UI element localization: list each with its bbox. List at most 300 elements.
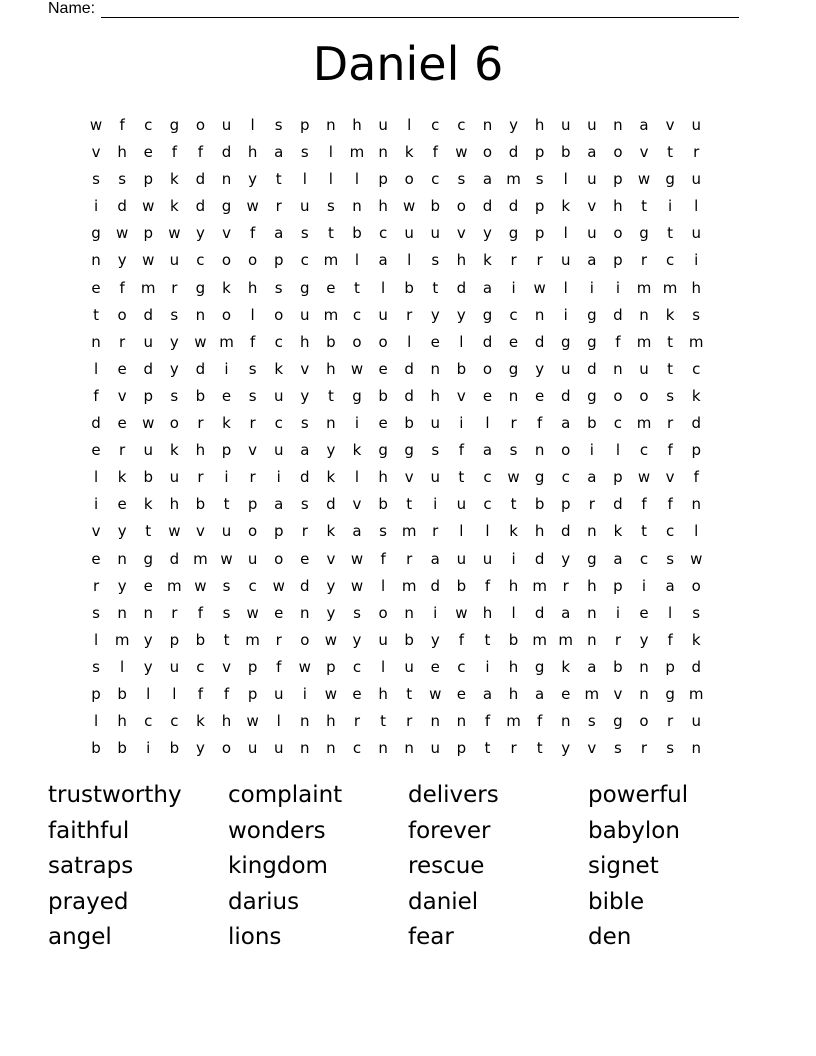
grid-letter[interactable]: o [274,549,284,568]
grid-letter[interactable]: w [637,170,651,189]
grid-letter[interactable]: u [143,332,153,351]
grid-letter[interactable]: k [326,522,336,541]
grid-letter[interactable]: s [300,495,309,514]
grid-letter[interactable]: b [613,657,623,676]
grid-letter[interactable]: c [639,441,649,460]
grid-letter[interactable]: p [560,495,571,514]
grid-letter[interactable]: k [561,657,571,676]
grid-letter[interactable]: e [378,414,388,433]
grid-letter[interactable]: y [456,305,466,324]
grid-letter[interactable]: c [483,495,492,514]
grid-letter[interactable]: o [639,712,649,731]
grid-letter[interactable]: v [248,441,258,460]
grid-letter[interactable]: y [509,116,518,134]
grid-letter[interactable]: t [223,495,230,514]
grid-letter[interactable]: t [93,305,99,324]
grid-letter[interactable]: r [510,739,517,758]
grid-letter[interactable]: n [91,251,101,270]
grid-letter[interactable]: e [535,386,545,405]
grid-letter[interactable]: b [352,224,362,243]
grid-letter[interactable]: l [615,441,620,460]
grid-letter[interactable]: u [273,684,284,703]
grid-letter[interactable]: e [456,684,466,703]
grid-letter[interactable]: c [274,414,283,433]
grid-letter[interactable]: v [91,143,101,162]
grid-letter[interactable]: y [169,359,179,378]
grid-letter[interactable]: g [169,116,180,134]
grid-letter[interactable]: m [167,576,182,595]
grid-letter[interactable]: c [613,414,623,433]
grid-letter[interactable]: c [692,359,701,378]
grid-letter[interactable]: i [93,197,99,216]
grid-letter[interactable]: s [431,441,440,460]
grid-letter[interactable]: c [483,468,492,487]
grid-letter[interactable]: o [613,386,623,405]
grid-letter[interactable]: l [93,468,99,487]
grid-letter[interactable]: k [169,197,179,216]
grid-letter[interactable]: w [350,359,364,378]
grid-letter[interactable]: n [508,386,519,405]
grid-letter[interactable]: r [614,630,621,649]
grid-letter[interactable]: k [404,143,414,162]
grid-letter[interactable]: t [380,712,387,731]
grid-letter[interactable]: c [300,251,309,270]
grid-letter[interactable]: w [168,522,181,541]
grid-letter[interactable]: u [169,657,180,676]
grid-letter[interactable]: v [326,549,336,568]
grid-letter[interactable]: b [117,684,127,703]
grid-letter[interactable]: u [587,224,597,243]
grid-letter[interactable]: p [665,657,675,676]
grid-letter[interactable]: h [117,143,127,162]
grid-letter[interactable]: r [510,251,517,270]
grid-letter[interactable]: g [300,278,310,297]
grid-letter[interactable]: f [667,441,673,460]
grid-letter[interactable]: g [221,197,232,216]
grid-letter[interactable]: y [430,305,440,324]
grid-letter[interactable]: n [300,712,310,731]
grid-letter[interactable]: f [197,143,204,162]
grid-letter[interactable]: v [587,197,597,216]
grid-letter[interactable]: p [247,684,258,703]
grid-letter[interactable]: r [301,522,308,541]
grid-letter[interactable]: y [169,332,179,351]
grid-letter[interactable]: h [247,278,258,297]
grid-letter[interactable]: s [170,305,179,324]
grid-letter[interactable]: o [274,305,284,324]
grid-letter[interactable]: s [300,224,309,243]
grid-letter[interactable]: s [300,414,309,433]
grid-letter[interactable]: g [508,224,519,243]
grid-letter[interactable]: y [326,441,336,460]
grid-letter[interactable]: o [456,197,466,216]
grid-letter[interactable]: n [143,603,153,622]
grid-letter[interactable]: r [353,712,361,731]
grid-letter[interactable]: w [507,468,520,487]
grid-letter[interactable]: s [379,522,387,541]
grid-letter[interactable]: d [691,657,701,676]
grid-letter[interactable]: u [143,441,153,460]
grid-letter[interactable]: r [171,278,178,297]
grid-letter[interactable]: l [93,359,99,378]
grid-letter[interactable]: a [561,414,571,433]
grid-letter[interactable]: p [273,251,284,270]
grid-letter[interactable]: r [249,414,256,433]
grid-letter[interactable]: o [691,576,701,595]
grid-letter[interactable]: e [326,278,336,297]
grid-letter[interactable]: h [117,712,127,731]
grid-letter[interactable]: f [197,684,204,703]
grid-letter[interactable]: m [584,684,600,703]
grid-letter[interactable]: t [275,170,282,189]
grid-letter[interactable]: n [587,522,597,541]
grid-letter[interactable]: w [246,712,259,731]
grid-letter[interactable]: u [300,305,310,324]
grid-letter[interactable]: w [246,603,259,622]
grid-letter[interactable]: m [401,576,417,595]
grid-letter[interactable]: g [508,359,519,378]
grid-letter[interactable]: e [143,143,153,162]
grid-letter[interactable]: c [509,305,518,324]
grid-letter[interactable]: l [172,684,177,703]
grid-letter[interactable]: o [352,332,362,351]
grid-letter[interactable]: d [221,143,232,162]
grid-letter[interactable]: y [639,630,649,649]
grid-letter[interactable]: e [143,576,153,595]
grid-letter[interactable]: c [431,170,440,189]
grid-letter[interactable]: l [354,170,360,189]
grid-letter[interactable]: e [352,684,362,703]
grid-letter[interactable]: w [690,549,703,568]
grid-letter[interactable]: i [433,495,438,514]
grid-letter[interactable]: b [378,386,388,405]
grid-letter[interactable]: l [380,278,386,297]
grid-letter[interactable]: l [328,143,333,162]
grid-letter[interactable]: o [221,739,232,758]
grid-letter[interactable]: n [326,414,336,433]
grid-letter[interactable]: u [247,549,258,568]
grid-letter[interactable]: v [587,739,597,758]
grid-letter[interactable]: r [119,332,126,351]
grid-letter[interactable]: g [534,657,545,676]
grid-letter[interactable]: v [665,116,675,134]
grid-letter[interactable]: o [248,251,258,270]
grid-letter[interactable]: g [587,549,597,568]
grid-letter[interactable]: w [272,576,285,595]
grid-letter[interactable]: c [170,712,179,731]
grid-letter[interactable]: g [352,386,362,405]
grid-letter[interactable]: o [639,386,649,405]
grid-letter[interactable]: u [482,549,493,568]
grid-letter[interactable]: p [378,170,388,189]
grid-letter[interactable]: b [560,143,571,162]
grid-letter[interactable]: y [117,251,127,270]
grid-letter[interactable]: r [536,251,543,270]
grid-letter[interactable]: b [508,630,519,649]
grid-letter[interactable]: t [406,495,413,514]
grid-letter[interactable]: v [613,684,623,703]
grid-letter[interactable]: o [195,116,206,134]
grid-letter[interactable]: h [326,359,336,378]
grid-letter[interactable]: f [249,332,256,351]
grid-letter[interactable]: f [119,116,125,134]
grid-letter[interactable]: v [91,522,101,541]
grid-letter[interactable]: k [691,386,701,405]
grid-letter[interactable]: d [430,576,441,595]
grid-letter[interactable]: a [587,143,597,162]
grid-letter[interactable]: t [536,739,543,758]
grid-letter[interactable]: o [561,441,571,460]
grid-letter[interactable]: n [300,603,310,622]
grid-letter[interactable]: k [352,441,362,460]
grid-letter[interactable]: h [221,712,232,731]
grid-letter[interactable]: m [193,549,208,568]
grid-letter[interactable]: l [276,712,281,731]
grid-letter[interactable]: h [169,495,180,514]
grid-letter[interactable]: g [587,305,597,324]
grid-letter[interactable]: d [560,386,571,405]
grid-letter[interactable]: f [667,630,673,649]
grid-letter[interactable]: e [91,441,101,460]
grid-letter[interactable]: e [117,495,127,514]
grid-letter[interactable]: h [378,197,388,216]
grid-letter[interactable]: g [665,170,675,189]
grid-letter[interactable]: u [221,522,232,541]
grid-letter[interactable]: l [485,522,490,541]
grid-letter[interactable]: c [144,712,153,731]
grid-letter[interactable]: n [534,305,545,324]
grid-letter[interactable]: u [378,630,388,649]
grid-letter[interactable]: h [508,684,519,703]
grid-letter[interactable]: o [169,414,179,433]
grid-letter[interactable]: r [510,414,517,433]
grid-letter[interactable]: b [404,414,414,433]
grid-letter[interactable]: p [534,143,545,162]
grid-letter[interactable]: c [639,549,649,568]
grid-letter[interactable]: l [407,116,412,134]
grid-letter[interactable]: n [430,359,441,378]
grid-letter[interactable]: c [561,468,570,487]
grid-letter[interactable]: n [404,603,414,622]
grid-letter[interactable]: w [246,197,259,216]
grid-letter[interactable]: r [197,468,204,487]
grid-letter[interactable]: a [639,116,649,134]
grid-letter[interactable]: u [247,739,258,758]
grid-letter[interactable]: o [221,305,232,324]
grid-letter[interactable]: t [641,197,647,216]
grid-letter[interactable]: r [92,576,100,595]
grid-letter[interactable]: a [482,170,493,189]
grid-letter[interactable]: h [430,386,441,405]
grid-letter[interactable]: n [378,739,388,758]
grid-letter[interactable]: k [143,495,153,514]
grid-letter[interactable]: v [456,224,466,243]
grid-letter[interactable]: r [667,414,674,433]
grid-letter[interactable]: l [354,468,360,487]
grid-letter[interactable]: s [170,386,179,405]
grid-letter[interactable]: h [587,576,597,595]
grid-letter[interactable]: w [637,468,651,487]
grid-letter[interactable]: d [456,278,467,297]
grid-letter[interactable]: a [378,251,388,270]
grid-letter[interactable]: i [485,657,490,676]
grid-letter[interactable]: l [485,414,490,433]
grid-letter[interactable]: v [117,386,127,405]
grid-letter[interactable]: m [349,143,365,162]
grid-letter[interactable]: v [222,224,231,243]
grid-letter[interactable]: u [456,495,467,514]
grid-letter[interactable]: u [430,414,441,433]
grid-letter[interactable]: f [380,549,386,568]
grid-letter[interactable]: s [509,441,518,460]
grid-letter[interactable]: l [694,522,699,541]
grid-letter[interactable]: i [589,278,594,297]
grid-letter[interactable]: a [274,495,284,514]
grid-letter[interactable]: i [433,603,438,622]
grid-letter[interactable]: a [430,549,440,568]
grid-letter[interactable]: v [222,657,231,676]
grid-letter[interactable]: l [93,630,99,649]
grid-letter[interactable]: l [407,332,412,351]
grid-letter[interactable]: i [276,468,281,487]
grid-letter[interactable]: i [694,251,699,270]
grid-letter[interactable]: i [354,414,360,433]
grid-letter[interactable]: t [406,684,413,703]
grid-letter[interactable]: n [456,712,467,731]
grid-letter[interactable]: u [691,170,701,189]
grid-letter[interactable]: y [326,576,336,595]
grid-letter[interactable]: o [613,143,623,162]
grid-letter[interactable]: p [300,116,310,134]
grid-letter[interactable]: c [274,332,283,351]
grid-letter[interactable]: m [323,251,339,270]
grid-letter[interactable]: u [691,116,701,134]
grid-letter[interactable]: n [560,712,571,731]
grid-letter[interactable]: t [667,143,674,162]
grid-letter[interactable]: w [324,630,338,649]
grid-letter[interactable]: h [326,712,336,731]
grid-letter[interactable]: c [431,116,440,134]
grid-letter[interactable]: d [534,332,545,351]
grid-letter[interactable]: u [560,251,571,270]
grid-letter[interactable]: f [119,278,125,297]
grid-letter[interactable]: s [692,305,701,324]
grid-letter[interactable]: b [143,468,153,487]
grid-letter[interactable]: k [222,414,231,433]
grid-letter[interactable]: m [636,278,652,297]
grid-letter[interactable]: f [537,712,543,731]
grid-letter[interactable]: f [93,386,99,405]
grid-letter[interactable]: t [458,468,465,487]
grid-letter[interactable]: k [117,468,127,487]
grid-letter[interactable]: s [614,739,622,758]
grid-letter[interactable]: y [561,739,571,758]
grid-letter[interactable]: i [615,603,620,622]
grid-letter[interactable]: f [276,657,282,676]
grid-letter[interactable]: l [694,197,699,216]
grid-letter[interactable]: a [352,522,362,541]
grid-letter[interactable]: n [639,657,649,676]
grid-letter[interactable]: r [562,576,569,595]
grid-letter[interactable]: s [666,386,675,405]
grid-letter[interactable]: m [114,630,130,649]
grid-letter[interactable]: e [91,278,101,297]
grid-letter[interactable]: t [145,522,152,541]
grid-letter[interactable]: c [196,251,205,270]
grid-letter[interactable]: s [666,549,675,568]
grid-letter[interactable]: u [430,468,441,487]
grid-letter[interactable]: r [119,441,126,460]
grid-letter[interactable]: p [143,224,153,243]
grid-letter[interactable]: e [508,332,519,351]
grid-letter[interactable]: o [300,630,310,649]
grid-letter[interactable]: w [142,251,155,270]
grid-letter[interactable]: w [89,116,103,134]
grid-letter[interactable]: n [587,603,597,622]
grid-letter[interactable]: a [587,657,597,676]
grid-letter[interactable]: f [537,414,543,433]
grid-letter[interactable]: b [169,739,180,758]
grid-letter[interactable]: o [378,332,388,351]
grid-letter[interactable]: s [353,603,361,622]
grid-letter[interactable]: w [142,197,155,216]
grid-letter[interactable]: c [196,657,205,676]
grid-letter[interactable]: s [300,143,309,162]
grid-letter[interactable]: e [639,603,649,622]
grid-letter[interactable]: m [532,630,547,649]
grid-letter[interactable]: k [169,441,179,460]
grid-letter[interactable]: n [221,170,232,189]
grid-letter[interactable]: d [404,386,414,405]
grid-letter[interactable]: e [430,657,440,676]
grid-letter[interactable]: u [273,739,284,758]
grid-letter[interactable]: s [118,170,127,189]
grid-letter[interactable]: p [456,739,467,758]
grid-letter[interactable]: s [222,576,231,595]
grid-letter[interactable]: a [561,603,571,622]
grid-letter[interactable]: w [168,224,181,243]
grid-letter[interactable]: d [534,549,545,568]
grid-letter[interactable]: m [401,522,417,541]
grid-letter[interactable]: r [640,251,648,270]
grid-letter[interactable]: n [378,143,388,162]
grid-letter[interactable]: c [352,739,362,758]
grid-letter[interactable]: p [273,522,284,541]
grid-letter[interactable]: d [143,305,153,324]
grid-letter[interactable]: y [561,549,571,568]
grid-letter[interactable]: y [195,739,205,758]
grid-letter[interactable]: s [535,170,544,189]
grid-letter[interactable]: f [249,224,256,243]
grid-letter[interactable]: w [429,684,442,703]
grid-letter[interactable]: u [560,359,571,378]
grid-letter[interactable]: n [195,305,206,324]
grid-letter[interactable]: p [247,657,258,676]
grid-letter[interactable]: p [691,441,701,460]
grid-letter[interactable]: p [247,495,258,514]
grid-letter[interactable]: u [691,712,701,731]
grid-letter[interactable]: n [639,305,649,324]
grid-letter[interactable]: r [406,549,413,568]
grid-letter[interactable]: l [668,603,673,622]
grid-letter[interactable]: e [221,386,232,405]
grid-letter[interactable]: p [169,630,180,649]
grid-letter[interactable]: y [117,576,127,595]
grid-letter[interactable]: g [639,224,649,243]
grid-letter[interactable]: s [274,278,283,297]
grid-letter[interactable]: u [221,116,232,134]
grid-letter[interactable]: g [665,684,675,703]
